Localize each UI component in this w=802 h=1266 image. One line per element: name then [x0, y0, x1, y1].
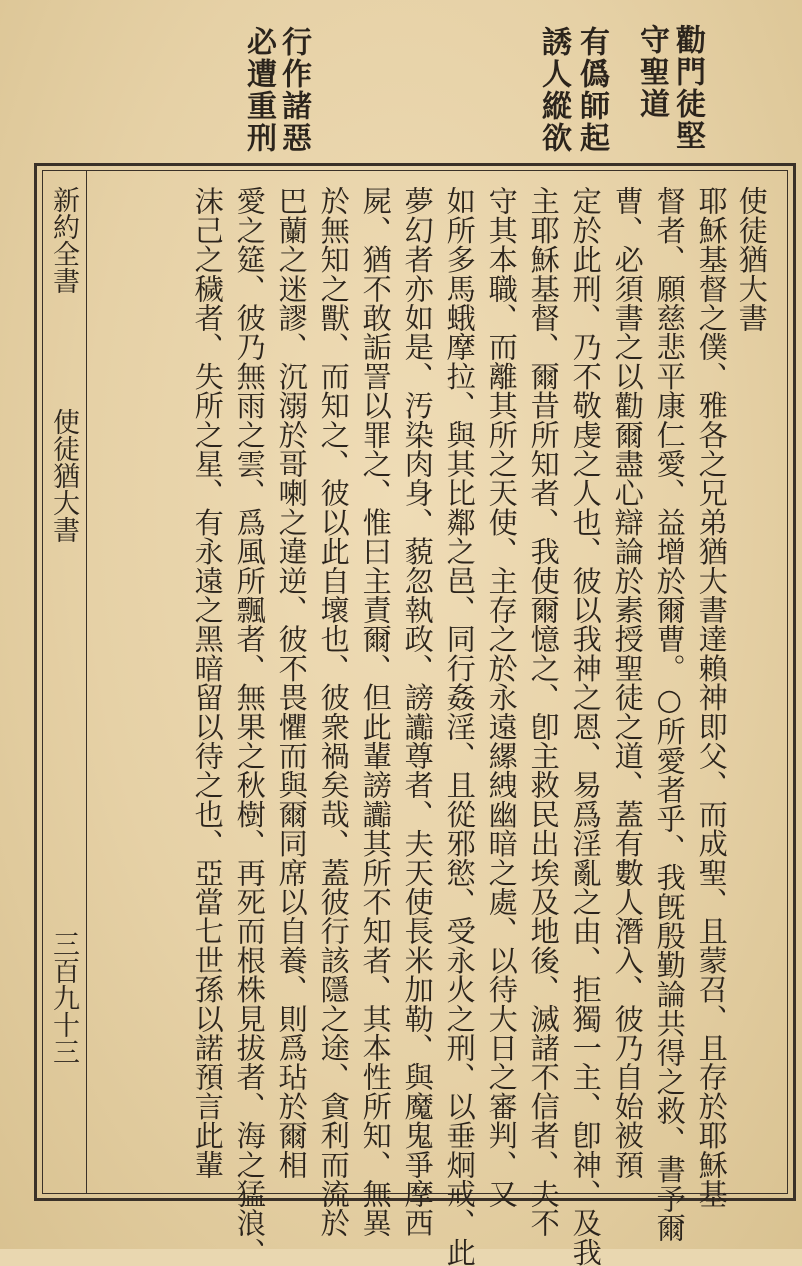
text-column-8: 夢幻者亦如是、汚染肉身、藐忽執政、謗讟尊者、夫天使長米加勒、與魔鬼爭摩西: [400, 186, 435, 1238]
text-column-12: 愛之筵、彼乃無雨之雲、爲風所飄者、無果之秋樹、再死而根株見拔者、海之猛浪、: [232, 186, 267, 1266]
text-column-6: 守其本職、而離其所之天使、主存之於永遠縲絏幽暗之處、以待大日之審判、又: [484, 186, 519, 1208]
running-head-book: 新約全書: [48, 186, 79, 294]
running-head-chapter: 使徒猶大書: [48, 408, 79, 543]
header-note-col-2: 守聖道: [634, 24, 669, 120]
header-note-col-4: 誘人縱欲: [536, 26, 571, 154]
text-column-3: 曹、必須書之以勸爾盡心辯論於素授聖徒之道、蓋有數人潛入、彼乃自始被預: [610, 186, 645, 1179]
text-column-13: 沫己之穢者、失所之星、有永遠之黑暗留以待之也、亞當七世孫以諾預言此輩: [190, 186, 225, 1179]
text-column-7: 如所多馬蛾摩拉、與其比鄰之邑、同行姦淫、且從邪慾、受永火之刑、以垂炯戒、此: [442, 186, 477, 1266]
text-column-2: 督者、願慈悲平康仁愛、益增於爾曹。○所愛者乎、我旣殷勤論共得之救、書予爾: [652, 186, 687, 1242]
page-number: 三百九十三: [48, 930, 79, 1065]
book-title-column: 使徒猶大書: [734, 186, 769, 332]
text-column-10: 於無知之獸、而知之、彼以此自壞也、彼衆禍矣哉、蓋彼行該隱之途、貪利而流於: [316, 186, 351, 1238]
header-note-col-6: 必遭重刑: [241, 26, 276, 154]
header-note-col-1: 勸門徒堅: [670, 24, 705, 152]
margin-divider: [86, 170, 87, 1194]
header-note-col-5: 行作諸惡: [276, 26, 311, 154]
text-column-9: 屍、猶不敢詬詈以罪之、惟曰主責爾、但此輩謗讟其所不知者、其本性所知、無異: [358, 186, 393, 1238]
text-column-4: 定於此刑、乃不敬虔之人也、彼以我神之恩、易爲淫亂之由、拒獨一主、卽神、及我: [568, 186, 603, 1266]
text-column-1: 耶穌基督之僕、雅各之兄弟猶大書達賴神即父、而成聖、且蒙召、且存於耶穌基: [694, 186, 729, 1208]
text-column-11: 巴蘭之迷謬、沉溺於哥喇之違逆、彼不畏懼而與爾同席以自養、則爲玷於爾相: [274, 186, 309, 1179]
header-note-col-3: 有僞師起: [574, 26, 609, 154]
text-column-5: 主耶穌基督、爾昔所知者、我使爾憶之、卽主救民出埃及地後、滅諸不信者、夫不: [526, 186, 561, 1238]
